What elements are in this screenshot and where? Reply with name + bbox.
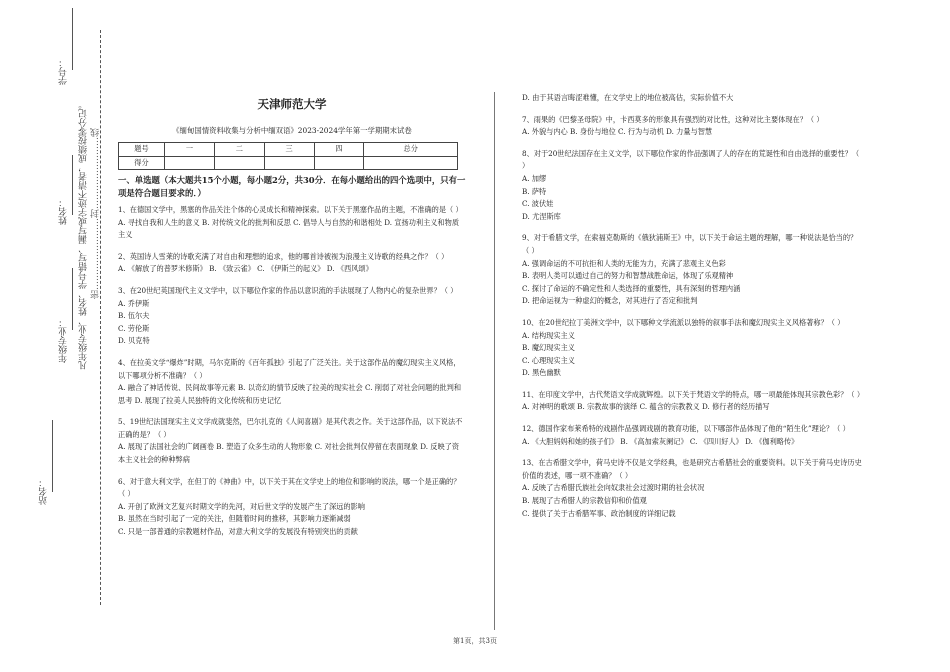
question-option: D. 由于其语言晦涩难懂，在文学史上的地位被高估，实际价值不大 xyxy=(522,93,734,102)
question-option: D. 尤涅斯库 xyxy=(522,211,561,221)
question-item xyxy=(118,204,466,242)
left-question-list xyxy=(118,204,466,539)
score-header-cell: 三 xyxy=(264,143,314,157)
score-header-cell: 四 xyxy=(314,143,364,157)
question-option: A. 《解放了的普罗米修斯》 B. 《致云雀》 C. 《伊斯兰的起义》 D. 《西风颂》 xyxy=(118,264,373,274)
question-stem: 3、在20世纪英国现代主义文学中，以下哪位作家的作品以意识流的手法展现了人物内心的复杂世界？（ ） xyxy=(118,285,458,295)
question-item xyxy=(522,232,862,308)
question-option: A. 结构现实主义 xyxy=(522,330,575,340)
question-option: A. 强调命运的不可抗拒和人类的无能为力，充满了悲观主义色彩 xyxy=(522,258,726,268)
score-table-header-row xyxy=(119,143,458,157)
score-cell xyxy=(214,156,264,170)
question-option: A. 对神明的歌颂 B. 宗教故事的演绎 C. 蕴含的宗教教义 D. 修行者的经历描写 xyxy=(522,402,770,412)
question-item xyxy=(118,357,466,407)
question-option: D. 黑色幽默 xyxy=(522,368,561,378)
question-option: C. 只是一部普通的宗教题材作品，对意大利文学的发展没有特别突出的贡献 xyxy=(118,527,358,537)
page-footer: 第1页，共3页 xyxy=(453,637,497,645)
question-option: C. 心理现实主义 xyxy=(522,355,575,365)
question-option: B. 萨特 xyxy=(522,186,547,196)
question-option: C. 波伏娃 xyxy=(522,199,554,209)
grade-major-line xyxy=(72,268,73,330)
question-item xyxy=(118,251,466,276)
left-column xyxy=(118,98,466,548)
question-item xyxy=(522,148,862,224)
question-stem: 13、在古希腊文学中，荷马史诗不仅是文学经典，也是研究古希腊社会的重要资料。以下关于荷马史诗历史价值的表述，哪一项不准确？（ ） xyxy=(522,458,862,480)
question-option: D. 贝克特 xyxy=(118,336,150,346)
question-option: B. 伍尔夫 xyxy=(118,311,150,321)
question-item xyxy=(522,423,862,448)
question-stem: 1、在德国文学中，黑塞的作品关注个体的心灵成长和精神探索。以下关于黑塞作品的主题，不准确的是（ ） xyxy=(118,204,463,214)
right-question-list xyxy=(522,92,865,520)
question-item xyxy=(118,476,466,539)
student-id-label: 学号： xyxy=(59,58,69,85)
question-item xyxy=(522,389,865,414)
score-cell xyxy=(165,156,215,170)
right-column xyxy=(522,92,865,529)
score-header-cell: 二 xyxy=(214,143,264,157)
score-header-cell: 总分 xyxy=(364,143,458,157)
site-line xyxy=(52,420,53,492)
question-stem: 8、对于20世纪法国存在主义文学，以下哪位作家的作品强调了人的存在的荒诞性和自由选择的重要性？（ ） xyxy=(522,148,860,171)
question-option: A. 外貌与内心 B. 身份与地位 C. 行为与动机 D. 力量与智慧 xyxy=(522,127,713,137)
question-stem: 6、对于意大利文学，在但丁的《神曲》中，以下关于其在文学史上的地位和影响的说法，哪一个是正确的？（ ） xyxy=(118,476,461,499)
question-option: A. 展现了法国社会的广阔画卷 B. 塑造了众多生动的人物形象 C. 对社会批判仅停留在表面现象 D. 反映了资本主义社会的种种弊病 xyxy=(118,442,460,465)
question-item xyxy=(118,285,466,348)
name-label: 姓名： xyxy=(59,198,69,225)
question-item xyxy=(522,317,862,380)
site-label: 站名： xyxy=(39,478,49,505)
binding-notice: 凡年级专业、姓名、学号错写、漏写或字迹不清者，成绩按零分记。 xyxy=(79,100,89,370)
question-option: A. 寻找自我和人生的意义 B. 对传统文化的批判和反思 C. 倡导人与自然的和谐相处 D. 宣扬功利主义和物质主义 xyxy=(118,217,460,240)
question-option: A. 开创了欧洲文艺复兴时期文学的先河，对后世文学的发展产生了深远的影响 xyxy=(118,501,365,511)
question-option: C. 探讨了命运的不确定性和人类选择的重要性，具有深刻的哲理内涵 xyxy=(522,283,741,293)
question-option: C. 提供了关于古希腊军事、政治制度的详细记载 xyxy=(522,508,676,518)
student-id-line xyxy=(72,8,73,70)
score-row-label: 得分 xyxy=(119,156,165,170)
question-stem: 7、雨果的《巴黎圣母院》中，卡西莫多的形象具有强烈的对比性，这种对比主要体现在？（ ） xyxy=(522,114,824,124)
question-option: A. 乔伊斯 xyxy=(118,298,150,308)
question-item xyxy=(522,114,862,139)
score-header-cell: 题号 xyxy=(119,143,165,157)
score-cell xyxy=(364,156,458,170)
name-line xyxy=(72,155,73,215)
seal-line-marker: 密……………………封……………………线 xyxy=(91,128,101,299)
question-option: A. 反映了古希腊氏族社会向奴隶社会过渡时期的社会状况 xyxy=(522,483,705,493)
seal-dashed-line xyxy=(100,30,101,605)
section-heading: 一、单选题（本大题共15个小题，每小题2分，共30分．在每小题给出的四个选项中，只有一项是符合题目要求的．） xyxy=(118,175,466,199)
exam-title: 《缅甸国情资料收集与分析中缅双语》2023-2024学年第一学期期末试卷 xyxy=(172,125,412,135)
question-stem: 12、德国作家布莱希特的戏剧作品强调戏剧的教育功能，以下哪部作品体现了他的“陌生化”理论？（ ） xyxy=(522,424,850,434)
question-item xyxy=(522,92,862,105)
question-option: B. 魔幻现实主义 xyxy=(522,343,575,353)
score-cell xyxy=(264,156,314,170)
question-item xyxy=(522,457,862,520)
question-option: A. 加缪 xyxy=(522,173,547,183)
question-stem: 10、在20世纪拉丁美洲文学中，以下哪种文学流派以独特的叙事手法和魔幻现实主义风格著称？（ ） xyxy=(522,317,845,327)
column-divider xyxy=(494,92,495,630)
question-item xyxy=(118,416,466,466)
question-option: A. 融合了神话传说、民间故事等元素 B. 以奇幻的情节反映了拉美的现实社会 C. 削弱了对社会问题的批判和思考 D. 展现了拉美人民独特的文化传统和历史记忆 xyxy=(118,383,462,405)
question-stem: 2、英国诗人雪莱的诗歌充满了对自由和理想的追求，他的哪首诗被视为浪漫主义诗歌的经典之作？（ ） xyxy=(118,251,449,261)
question-option: B. 展现了古希腊人的宗教信仰和价值观 xyxy=(522,496,647,506)
question-option: B. 虽然在当时引起了一定的关注，但随着时间的推移，其影响力逐渐减弱 xyxy=(118,514,351,524)
score-table-score-row xyxy=(119,156,458,170)
score-table xyxy=(118,142,458,170)
question-option: A. 《大胆妈妈和她的孩子们》 B. 《高加索灰阑记》 C. 《四川好人》 D. 《伽利略传》 xyxy=(522,436,799,446)
university-title: 天津师范大学 xyxy=(257,97,327,111)
question-option: B. 表明人类可以通过自己的努力和智慧战胜命运，体现了乐观精神 xyxy=(522,271,734,281)
question-option: C. 劳伦斯 xyxy=(118,323,150,333)
question-stem: 5、19世纪法国现实主义文学成就斐然，巴尔扎克的《人间喜剧》是其代表之作。关于这部作品，以下说法不正确的是？（ ） xyxy=(118,417,463,439)
question-stem: 9、对于希腊文学，在索福克勒斯的《俄狄浦斯王》中，以下关于命运主题的理解，哪一种说法是恰当的？（ ） xyxy=(522,233,858,255)
grade-major-label: 年级专业： xyxy=(59,318,69,363)
score-header-cell: 一 xyxy=(165,143,215,157)
question-option: D. 把命运视为一种虚幻的概念，对其进行了否定和批判 xyxy=(522,296,698,306)
score-cell xyxy=(314,156,364,170)
question-stem: 11、在印度文学中，古代梵语文学成就辉煌。以下关于梵语文学的特点，哪一项最能体现其宗教色彩？（ ） xyxy=(522,389,865,399)
question-stem: 4、在拉美文学“爆炸”时期，马尔克斯的《百年孤独》引起了广泛关注。关于这部作品的魔幻现实主义风格，以下哪项分析不准确？（ ） xyxy=(118,357,461,380)
